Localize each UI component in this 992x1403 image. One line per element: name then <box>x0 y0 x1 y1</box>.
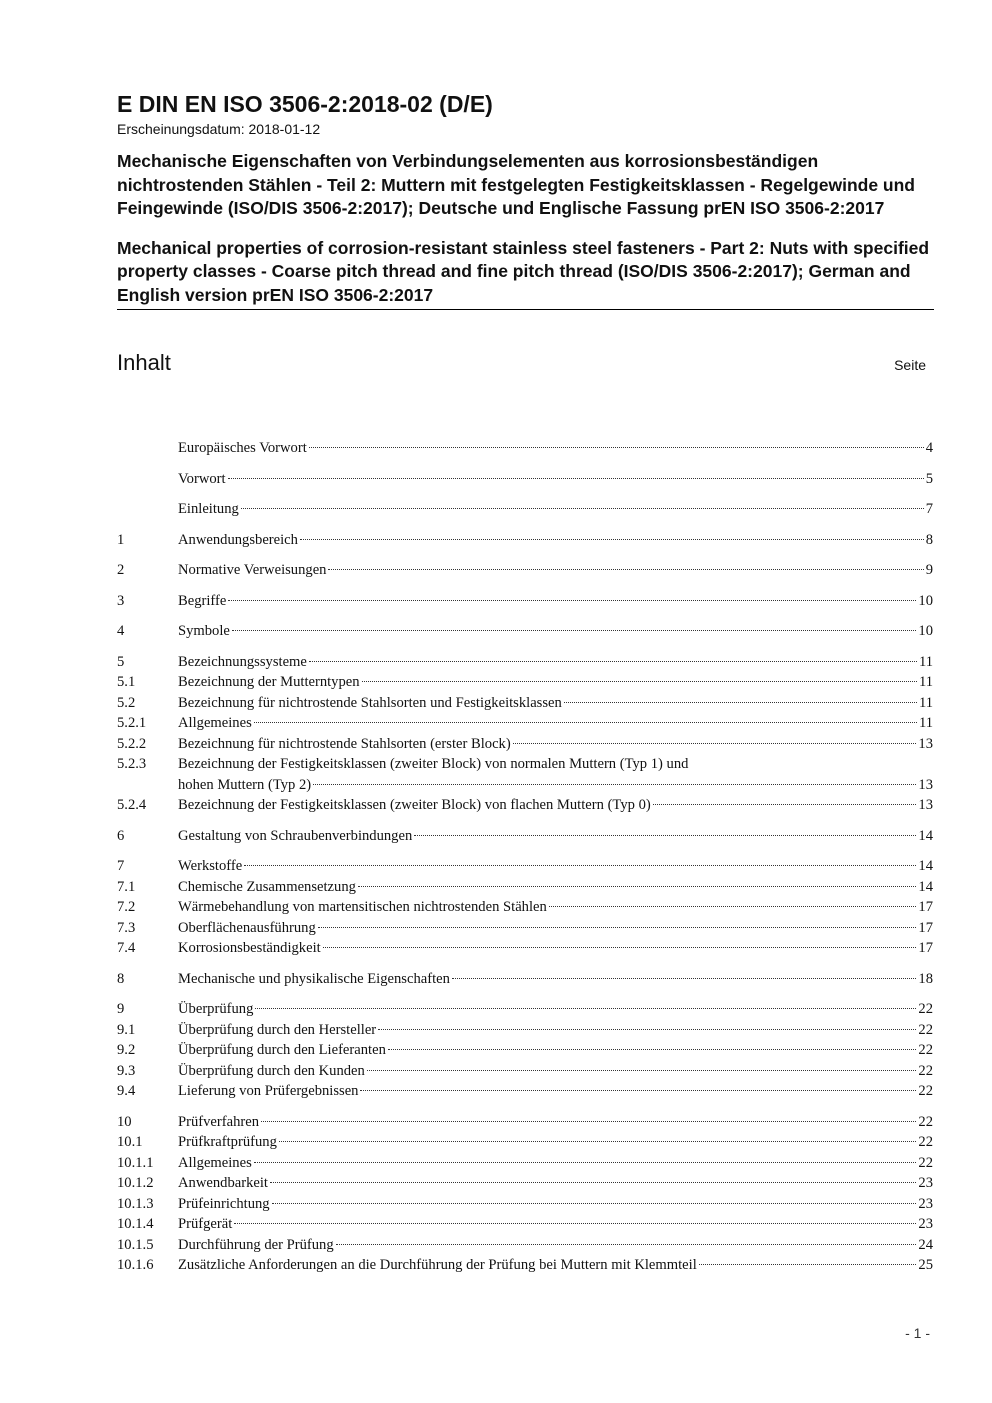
dot-leader <box>234 1223 916 1224</box>
toc-entry-page: 13 <box>918 797 933 813</box>
dot-leader <box>228 600 916 601</box>
toc-entry[interactable] <box>117 672 933 693</box>
toc-entry-title: Anwendungsbereich <box>178 531 298 548</box>
dot-leader <box>388 1049 917 1050</box>
toc-entry-page: 10 <box>918 592 933 609</box>
toc-entry-title: Bezeichnung der Mutterntypen <box>178 674 360 690</box>
toc-entry-page: 11 <box>918 715 933 731</box>
dot-leader <box>336 1244 917 1245</box>
dot-leader <box>254 1162 917 1163</box>
toc-entry-page: 22 <box>918 1062 933 1079</box>
toc-entry-title: Korrosionsbeständigkeit <box>178 940 321 956</box>
dot-leader <box>414 835 916 836</box>
toc-entry[interactable] <box>117 969 933 990</box>
dot-leader <box>378 1029 916 1030</box>
toc-entry[interactable] <box>117 877 933 898</box>
toc-entry[interactable] <box>117 438 933 459</box>
dot-leader <box>270 1182 916 1183</box>
toc-entry-page: 22 <box>918 1021 933 1038</box>
toc-entry[interactable] <box>117 1255 933 1276</box>
dot-leader <box>254 722 917 723</box>
toc-entry-number: 5.2.2 <box>117 735 147 752</box>
dot-leader <box>309 447 924 448</box>
toc-entry[interactable] <box>117 1081 933 1102</box>
toc-entry-page: 22 <box>918 1083 933 1099</box>
toc-entry-page: 23 <box>918 1216 933 1232</box>
toc-entry-number: 9.2 <box>117 1042 136 1058</box>
toc-entry-title: Anwendbarkeit <box>178 1175 268 1191</box>
toc-entry-page: 22 <box>918 1154 933 1171</box>
toc-entry[interactable] <box>117 918 933 939</box>
toc-entry[interactable] <box>117 1173 933 1194</box>
toc-entry-page: 14 <box>918 827 933 844</box>
toc-entry-page: 14 <box>918 858 933 874</box>
dot-leader <box>699 1264 917 1265</box>
toc-entry-title: Gestaltung von Schraubenverbindungen <box>178 827 413 844</box>
toc-entry[interactable] <box>117 530 933 551</box>
toc-entry-title: Bezeichnung für nichtrostende Stahlsorten und Festigkeitsklassen <box>178 694 562 711</box>
toc-entry-title: Bezeichnung der Festigkeitsklassen (zweiter Block) von normalen Muttern (Typ 1) und <box>178 756 689 772</box>
toc-entry-number: 1 <box>117 531 125 548</box>
toc-entry-title: Prüfverfahren <box>178 1113 260 1130</box>
toc-entry[interactable] <box>117 591 933 612</box>
toc-entry-title: Prüfkraftprüfung <box>178 1134 277 1150</box>
dot-leader <box>318 927 917 928</box>
toc-entry-number: 9.1 <box>117 1021 136 1038</box>
dot-leader <box>241 508 924 509</box>
toc-entry-title: Überprüfung <box>178 1001 254 1017</box>
toc-entry-page: 25 <box>918 1257 933 1273</box>
toc-entry-title: Wärmebehandlung von martensitischen nichtrostenden Stählen <box>178 899 547 915</box>
toc-entry[interactable] <box>117 754 933 795</box>
dot-leader <box>228 478 924 479</box>
title-german: Mechanische Eigenschaften von Verbindungselementen aus korrosionsbeständigen nichtrostenden Stählen - Teil 2: Muttern mit festgelegten Festigkeitsklassen - Regelgewinde und Feingewinde (ISO/DIS 3506-2:2017); Deutsche und Englische Fassung prEN ISO 3506-2:2017 <box>117 151 916 218</box>
publication-date: Erscheinungsdatum: 2018-01-12 <box>117 121 321 137</box>
toc-entry-number: 10.1.5 <box>117 1236 154 1253</box>
toc-entry-number: 7.3 <box>117 919 136 936</box>
dot-leader <box>272 1203 917 1204</box>
toc-entry-title: Symbole <box>178 623 230 639</box>
toc-entry-page: 22 <box>918 1134 933 1150</box>
toc-entry-page: 9 <box>925 562 933 578</box>
toc-entry-number: 5.2.1 <box>117 715 147 731</box>
toc-heading: Inhalt <box>117 350 171 375</box>
toc-entry-number: 6 <box>117 827 125 844</box>
toc-entry[interactable] <box>117 560 933 581</box>
dot-leader <box>232 630 917 631</box>
toc-entry-title: Chemische Zusammensetzung <box>178 878 356 895</box>
dot-leader <box>261 1121 916 1122</box>
dot-leader <box>564 702 917 703</box>
toc-entry-number: 10.1.4 <box>117 1216 154 1232</box>
toc-entry-page: 11 <box>918 694 933 711</box>
toc-entry[interactable] <box>117 938 933 959</box>
toc-header <box>117 350 934 376</box>
toc-entry-page: 4 <box>925 440 933 456</box>
dot-leader <box>653 804 917 805</box>
toc-entry-title: Prüfeinrichtung <box>178 1195 270 1212</box>
toc-entry-number: 5.2.3 <box>117 756 147 772</box>
toc-entry[interactable] <box>117 499 933 520</box>
toc-entry-title: Allgemeines <box>178 1154 252 1171</box>
title-english: Mechanical properties of corrosion-resistant stainless steel fasteners - Part 2: Nuts with specified property classes - Coarse pitch thread and fine pitch thread (ISO/DIS 3506-2:2017); German and English version prEN ISO 3506-2:2017 <box>117 237 934 311</box>
toc-entry-page: 13 <box>918 776 933 793</box>
toc-entry-page: 17 <box>918 899 933 915</box>
toc-page-label: Seite <box>894 357 926 373</box>
dot-leader <box>309 661 917 662</box>
toc-entry-title: Mechanische und physikalische Eigenschaften <box>178 970 450 987</box>
toc-entry-page: 11 <box>918 674 933 690</box>
dot-leader <box>452 978 916 979</box>
toc-entry[interactable] <box>117 897 933 918</box>
toc-entry[interactable] <box>117 1040 933 1061</box>
toc-entry-number: 9 <box>117 1001 125 1017</box>
toc-entry-number: 9.4 <box>117 1083 136 1099</box>
dot-leader <box>300 539 924 540</box>
toc-entry-number: 10.1.2 <box>117 1175 154 1191</box>
toc-entry[interactable] <box>117 1020 933 1041</box>
toc-entry-number: 9.3 <box>117 1062 136 1079</box>
toc-entry-number: 4 <box>117 623 125 639</box>
toc-entry-title: Werkstoffe <box>178 858 243 874</box>
toc-entry[interactable] <box>117 1214 933 1235</box>
dot-leader <box>328 569 923 570</box>
dot-leader <box>367 1070 917 1071</box>
toc-entry-title: Überprüfung durch den Hersteller <box>178 1021 377 1038</box>
toc-entry[interactable] <box>117 734 933 755</box>
toc-entry-page: 23 <box>918 1175 933 1191</box>
toc-entry-page: 7 <box>925 501 933 517</box>
toc-entry-title: Europäisches Vorwort <box>178 440 307 456</box>
toc-entry[interactable] <box>117 652 933 673</box>
dot-leader <box>513 743 917 744</box>
toc-entry[interactable] <box>117 1235 933 1256</box>
toc-entry-title: Vorwort <box>178 470 226 487</box>
toc-entry-title: Bezeichnung für nichtrostende Stahlsorten (erster Block) <box>178 735 511 752</box>
toc-entry-page: 22 <box>918 1113 933 1130</box>
toc-entry[interactable] <box>117 795 933 816</box>
toc-entry-number: 10.1.6 <box>117 1257 154 1273</box>
toc-entry-number: 5.2.4 <box>117 797 147 813</box>
table-of-contents <box>117 438 933 1276</box>
document-header <box>117 90 934 376</box>
toc-entry-page: 13 <box>918 735 933 752</box>
toc-entry-title: Oberflächenausführung <box>178 919 316 936</box>
toc-entry-page: 17 <box>918 919 933 936</box>
toc-entry-page: 23 <box>918 1195 933 1212</box>
toc-entry-title: Einleitung <box>178 501 239 517</box>
toc-entry-page: 5 <box>925 470 933 487</box>
toc-entry-number: 2 <box>117 562 125 578</box>
toc-entry-number: 7.2 <box>117 899 136 915</box>
toc-entry-number: 5.2 <box>117 694 136 711</box>
toc-entry-number: 10.1.3 <box>117 1195 154 1212</box>
dot-leader <box>244 865 916 866</box>
toc-entry-page: 24 <box>918 1236 933 1253</box>
toc-entry-title: Überprüfung durch den Lieferanten <box>178 1042 386 1058</box>
toc-entry[interactable] <box>117 693 933 714</box>
toc-entry-page: 10 <box>918 623 933 639</box>
dot-leader <box>255 1008 916 1009</box>
toc-entry[interactable] <box>117 1132 933 1153</box>
dot-leader <box>313 784 916 785</box>
toc-entry-number: 7.1 <box>117 878 136 895</box>
toc-entry-title: Bezeichnungssysteme <box>178 653 307 670</box>
toc-entry[interactable] <box>117 621 933 642</box>
toc-entry-number: 3 <box>117 592 125 609</box>
toc-entry[interactable] <box>117 469 933 490</box>
dot-leader <box>279 1141 917 1142</box>
toc-entry-title: Zusätzliche Anforderungen an die Durchführung der Prüfung bei Muttern mit Klemmteil <box>178 1257 697 1273</box>
toc-entry-title: Prüfgerät <box>178 1216 233 1232</box>
page-number: - 1 - <box>905 1325 930 1341</box>
toc-entry-page: 8 <box>925 531 933 548</box>
toc-entry-page: 11 <box>918 653 933 670</box>
toc-entry[interactable] <box>117 1061 933 1082</box>
toc-entry[interactable] <box>117 1194 933 1215</box>
toc-entry-title: Überprüfung durch den Kunden <box>178 1062 365 1079</box>
toc-entry[interactable] <box>117 999 933 1020</box>
toc-entry-title: Lieferung von Prüfergebnissen <box>178 1083 359 1099</box>
dot-leader <box>362 681 917 682</box>
toc-entry-title: Begriffe <box>178 592 227 609</box>
toc-entry[interactable] <box>117 1153 933 1174</box>
toc-entry-number: 8 <box>117 970 125 987</box>
toc-entry-number: 7.4 <box>117 940 136 956</box>
toc-entry-number: 5 <box>117 653 125 670</box>
toc-entry-number: 10.1 <box>117 1134 143 1150</box>
toc-entry[interactable] <box>117 826 933 847</box>
toc-entry-number: 5.1 <box>117 674 136 690</box>
dot-leader <box>549 906 917 907</box>
dot-leader <box>323 947 917 948</box>
toc-entry-page: 17 <box>918 940 933 956</box>
toc-entry-number: 7 <box>117 858 125 874</box>
toc-entry-number: 10 <box>117 1113 132 1130</box>
toc-entry-page: 18 <box>918 970 933 987</box>
toc-entry-title: Allgemeines <box>178 715 252 731</box>
dot-leader <box>360 1090 916 1091</box>
toc-entry-title-continued: hohen Muttern (Typ 2) <box>178 776 312 793</box>
toc-entry-page: 14 <box>918 878 933 895</box>
toc-entry-page: 22 <box>918 1001 933 1017</box>
toc-entry-page: 22 <box>918 1042 933 1058</box>
toc-entry-number: 10.1.1 <box>117 1154 154 1171</box>
toc-entry-title: Durchführung der Prüfung <box>178 1236 334 1253</box>
toc-entry-title: Normative Verweisungen <box>178 562 327 578</box>
document-title: E DIN EN ISO 3506-2:2018-02 (D/E) <box>117 91 493 117</box>
toc-entry-title: Bezeichnung der Festigkeitsklassen (zweiter Block) von flachen Muttern (Typ 0) <box>178 797 651 813</box>
toc-entry[interactable] <box>117 1112 933 1133</box>
toc-entry[interactable] <box>117 856 933 877</box>
toc-entry[interactable] <box>117 713 933 734</box>
dot-leader <box>358 886 916 887</box>
